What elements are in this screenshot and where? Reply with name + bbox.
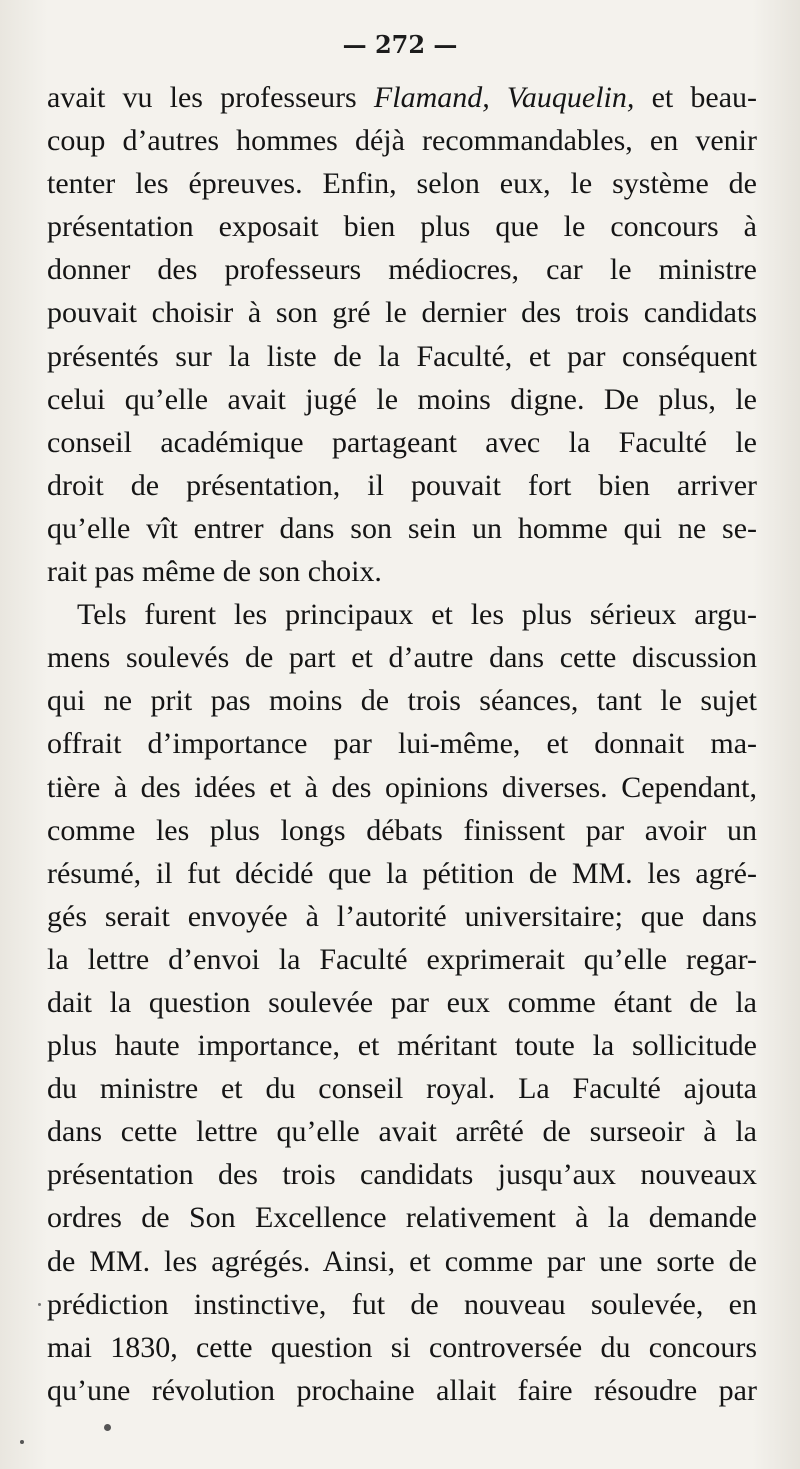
page-number: — 272 — <box>342 30 458 59</box>
text-line: coup d’autres hommes déjà recommandables, en venir <box>47 124 757 158</box>
text-line: tière à des idées et à des opinions diverses. Cependant, <box>47 770 757 804</box>
text-line: présentation exposait bien plus que le concours à <box>47 210 757 244</box>
text-line: qui ne prit pas moins de trois séances, tant le sujet <box>47 684 757 718</box>
text-line: mens soulevés de part et d’autre dans cette discussion <box>47 641 757 675</box>
text-line: résumé, il fut décidé que la pétition de MM. les agré- <box>47 856 757 890</box>
text-line: qu’une révolution prochaine allait faire résoudre par <box>47 1373 757 1407</box>
body-text <box>47 76 757 1412</box>
text-line: dans cette lettre qu’elle avait arrêté de surseoir à la <box>47 1115 757 1149</box>
text-line: comme les plus longs débats finissent par avoir un <box>47 813 757 847</box>
ink-speck <box>38 1303 41 1306</box>
text-line: pouvait choisir à son gré le dernier des trois candidats <box>47 296 757 330</box>
text-line: offrait d’importance par lui-même, et donnait ma- <box>47 727 757 761</box>
text-line: présentation des trois candidats jusqu’aux nouveaux <box>47 1158 757 1192</box>
text-line: tenter les épreuves. Enfin, selon eux, le système de <box>47 167 757 201</box>
text-line: rait pas même de son choix. <box>47 555 382 589</box>
text-line: donner des professeurs médiocres, car le ministre <box>47 253 757 287</box>
text-line: celui qu’elle avait jugé le moins digne. De plus, le <box>47 382 757 416</box>
text-line: avait vu les professeurs Flamand, Vauquelin, et beau- <box>47 81 757 114</box>
text-line: Tels furent les principaux et les plus sérieux argu- <box>77 598 757 632</box>
text-line: gés serait envoyée à l’autorité universitaire; que dans <box>47 899 757 933</box>
text-line: plus haute importance, et méritant toute la sollicitude <box>47 1029 757 1063</box>
text-line: dait la question soulevée par eux comme étant de la <box>47 985 757 1019</box>
text-line: droit de présentation, il pouvait fort bien arriver <box>47 468 757 502</box>
text-line: mai 1830, cette question si controversée du concours <box>47 1330 757 1364</box>
text-line: du ministre et du conseil royal. La Faculté ajouta <box>47 1072 757 1106</box>
text-line: ordres de Son Excellence relativement à la demande <box>47 1201 757 1235</box>
text-line: de MM. les agrégés. Ainsi, et comme par une sorte de <box>47 1244 757 1278</box>
text-line: prédiction instinctive, fut de nouveau soulevée, en <box>47 1287 757 1321</box>
text-line: présentés sur la liste de la Faculté, et par conséquent <box>47 339 757 373</box>
ink-speck <box>104 1424 111 1431</box>
ink-speck <box>20 1440 24 1444</box>
text-line: conseil académique partageant avec la Faculté le <box>47 425 757 459</box>
text-line: la lettre d’envoi la Faculté exprimerait qu’elle regar- <box>47 942 757 976</box>
text-line: qu’elle vît entrer dans son sein un homme qui ne se- <box>47 511 757 545</box>
